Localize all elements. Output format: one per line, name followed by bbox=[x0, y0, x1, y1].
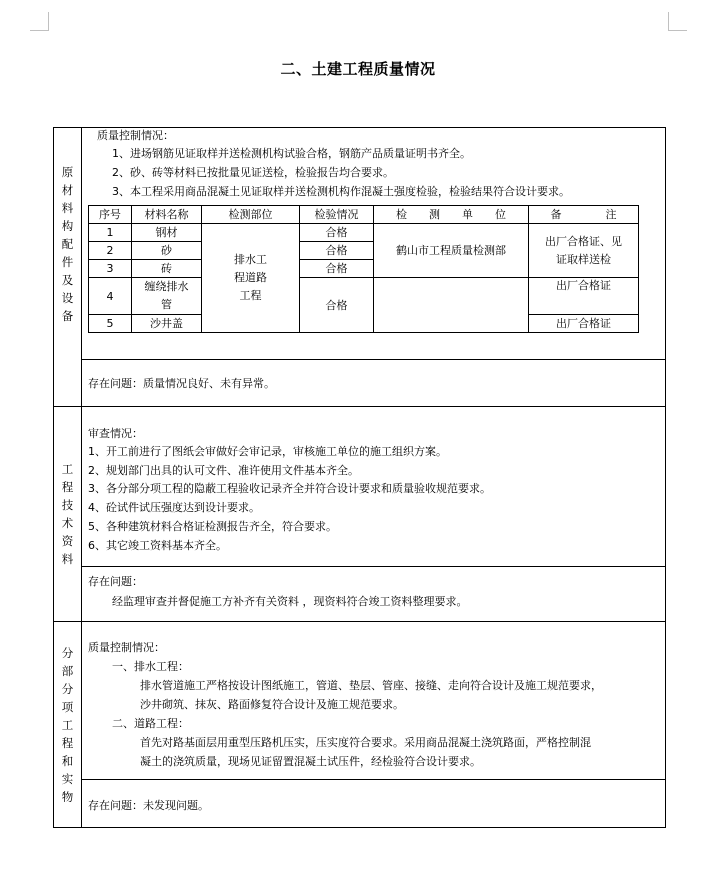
cell-remark: 出厂合格证 bbox=[529, 278, 639, 315]
section-divider bbox=[53, 406, 666, 407]
label-char: 设 bbox=[61, 290, 74, 305]
section-label-materials bbox=[54, 128, 81, 359]
header-location: 检测部位 bbox=[202, 206, 300, 224]
label-char: 资 bbox=[61, 534, 74, 548]
label-char: 料 bbox=[61, 552, 74, 566]
works-issues-divider bbox=[81, 779, 666, 780]
cell-no: 1 bbox=[89, 224, 132, 242]
docs-issues-label: 存在问题： bbox=[88, 575, 143, 588]
cell-no: 4 bbox=[89, 278, 132, 315]
docs-issues-text: 经监理审查并督促施工方补齐有关资料 ，现资料符合竣工资料整理要求。 bbox=[112, 595, 468, 608]
section-divider bbox=[53, 621, 666, 622]
label-char: 分 bbox=[61, 646, 74, 660]
label-char: 材 bbox=[61, 182, 74, 197]
label-char: 实 bbox=[61, 772, 74, 786]
label-char: 构 bbox=[61, 218, 74, 233]
table-header-row bbox=[89, 206, 639, 224]
docs-item: 3、各分部分项工程的隐蔽工程验收记录齐全并符合设计要求和质量验收规范要求。 bbox=[88, 482, 491, 495]
section-label-works bbox=[54, 622, 81, 828]
cell-name: 砖 bbox=[132, 260, 202, 278]
header-name: 材料名称 bbox=[132, 206, 202, 224]
label-char: 备 bbox=[61, 308, 74, 323]
label-char: 程 bbox=[61, 480, 74, 494]
docs-heading: 审查情况： bbox=[88, 427, 143, 440]
docs-item: 6、其它竣工资料基本齐全。 bbox=[88, 539, 227, 552]
header-remark: 备 注 bbox=[529, 206, 639, 224]
label-char: 物 bbox=[61, 790, 74, 804]
works-issues: 存在问题：未发现问题。 bbox=[88, 799, 209, 812]
cell-name: 沙井盖 bbox=[132, 315, 202, 333]
cell-lab-empty bbox=[374, 278, 529, 333]
label-char: 及 bbox=[61, 272, 74, 287]
label-char: 和 bbox=[61, 754, 74, 768]
cell-name: 砂 bbox=[132, 242, 202, 260]
cell-name: 钢材 bbox=[132, 224, 202, 242]
materials-issues-divider bbox=[81, 359, 666, 360]
label-char: 配 bbox=[61, 236, 74, 251]
materials-test-table bbox=[88, 205, 639, 333]
page-corner-mark bbox=[668, 12, 687, 31]
cell-result: 合格 bbox=[300, 242, 374, 260]
label-char: 工 bbox=[61, 462, 74, 476]
works-sub1-line: 沙井砌筑、抹灰、路面修复符合设计及施工规范要求。 bbox=[140, 698, 404, 711]
label-char: 项 bbox=[61, 700, 74, 714]
works-heading: 质量控制情况： bbox=[88, 641, 165, 654]
cell-name: 缠绕排水管 bbox=[132, 278, 202, 315]
docs-item: 5、各种建筑材料合格证检测报告齐全，符合要求。 bbox=[88, 520, 337, 533]
label-char: 分 bbox=[61, 682, 74, 696]
cell-remark: 出厂合格证、见证取样送检 bbox=[529, 224, 639, 278]
works-sub2-title: 二、道路工程： bbox=[112, 717, 189, 730]
section-label-docs bbox=[54, 407, 81, 621]
materials-item: 1、进场钢筋见证取样并送检测机构试验合格，钢筋产品质量证明书齐全。 bbox=[112, 147, 471, 160]
docs-item: 4、砼试件试压强度达到设计要求。 bbox=[88, 501, 260, 514]
label-char: 术 bbox=[61, 516, 74, 530]
works-sub2-line: 首先对路基面层用重型压路机压实，压实度符合要求。采用商品混凝土浇筑路面，严格控制混 bbox=[140, 736, 591, 749]
table-row bbox=[89, 224, 639, 242]
docs-item: 2、规划部门出具的认可文件、准许使用文件基本齐全。 bbox=[88, 464, 359, 477]
label-char: 技 bbox=[61, 498, 74, 512]
label-char: 程 bbox=[61, 736, 74, 750]
materials-issues: 存在问题：质量情况良好、未有异常。 bbox=[88, 377, 275, 390]
label-char: 原 bbox=[61, 164, 74, 179]
page-title: 二、土建工程质量情况 bbox=[280, 60, 436, 78]
label-column-divider bbox=[81, 127, 82, 828]
materials-item: 2、砂、砖等材料已按批量见证送检，检验报告均合要求。 bbox=[112, 166, 394, 179]
table-row bbox=[89, 278, 639, 315]
cell-location: 排水工程道路工程 bbox=[202, 224, 300, 333]
materials-heading: 质量控制情况： bbox=[97, 129, 174, 142]
label-char: 件 bbox=[61, 254, 74, 269]
cell-no: 3 bbox=[89, 260, 132, 278]
cell-lab: 鹤山市工程质量检测部 bbox=[374, 224, 529, 278]
docs-issues-divider bbox=[81, 566, 666, 567]
header-lab: 检 测 单 位 bbox=[374, 206, 529, 224]
label-char: 部 bbox=[61, 664, 74, 678]
cell-no: 5 bbox=[89, 315, 132, 333]
label-char: 工 bbox=[61, 718, 74, 732]
works-sub2-line: 凝土的浇筑质量，现场见证留置混凝土试压件，经检验符合设计要求。 bbox=[140, 755, 481, 768]
cell-result: 合格 bbox=[300, 224, 374, 242]
header-no: 序号 bbox=[89, 206, 132, 224]
cell-remark: 出厂合格证 bbox=[529, 315, 639, 333]
cell-result: 合格 bbox=[300, 260, 374, 278]
header-result: 检验情况 bbox=[300, 206, 374, 224]
label-char: 料 bbox=[61, 200, 74, 215]
page-corner-mark bbox=[30, 12, 49, 31]
cell-no: 2 bbox=[89, 242, 132, 260]
cell-result: 合格 bbox=[300, 278, 374, 333]
works-sub1-title: 一、排水工程： bbox=[112, 660, 189, 673]
materials-item: 3、本工程采用商品混凝土见证取样并送检测机构作混凝土强度检验，检验结果符合设计要求。 bbox=[112, 185, 570, 198]
docs-item: 1、开工前进行了图纸会审做好会审记录，审核施工单位的施工组织方案。 bbox=[88, 445, 447, 458]
works-sub1-line: 排水管道施工严格按设计图纸施工，管道、垫层、管座、接缝、走向符合设计及施工规范要求， bbox=[140, 679, 602, 692]
